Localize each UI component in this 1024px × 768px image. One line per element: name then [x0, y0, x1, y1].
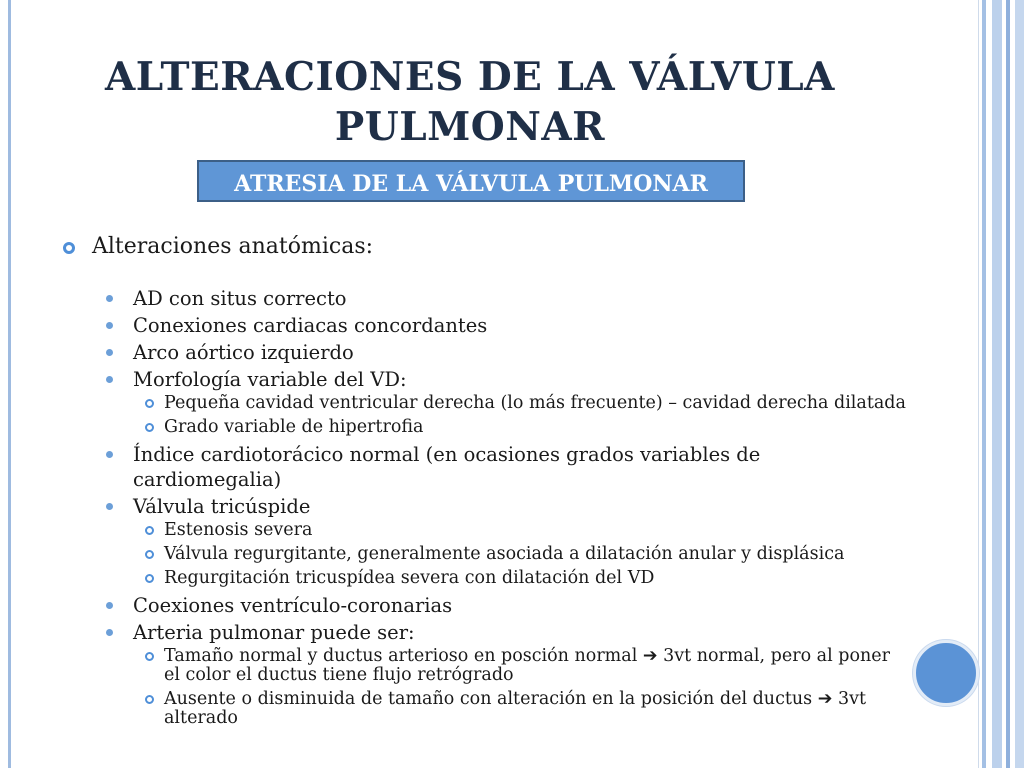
ring-bullet-icon — [145, 695, 154, 704]
left-border-line — [8, 0, 11, 768]
sub-list-item: Tamaño normal y ductus arterioso en posción normal ➔ 3vt normal, pero al poner el color el ductus tiene flujo retrógrado — [60, 647, 910, 685]
dot-bullet-icon — [106, 629, 113, 636]
right-arrow-icon: ➔ — [817, 689, 833, 709]
ring-bullet-icon — [63, 242, 75, 254]
list-item: Índice cardiotorácico normal (en ocasiones grados variables de cardiomegalia) — [60, 442, 910, 492]
dot-bullet-icon — [106, 602, 113, 609]
title-line-2: PULMONAR — [334, 104, 606, 150]
slide-content — [60, 232, 910, 733]
list-item: Morfología variable del VD: — [60, 367, 910, 392]
dot-bullet-icon — [106, 503, 113, 510]
list-item: Arteria pulmonar puede ser: — [60, 620, 910, 645]
dot-bullet-icon — [106, 349, 113, 356]
sub-list-item: Válvula regurgitante, generalmente asociada a dilatación anular y displásica — [60, 545, 910, 564]
dot-bullet-icon — [106, 376, 113, 383]
decorative-circle — [913, 640, 979, 706]
right-decorative-frame — [978, 0, 1024, 768]
slide-title — [40, 52, 900, 152]
ring-bullet-icon — [145, 550, 154, 559]
ring-bullet-icon — [145, 526, 154, 535]
list-item: Coexiones ventrículo-coronarias — [60, 593, 910, 618]
title-line-1: ALTERACIONES DE LA VÁLVULA — [105, 54, 835, 100]
dot-bullet-icon — [106, 451, 113, 458]
findings-list — [60, 286, 910, 728]
list-item: AD con situs correcto — [60, 286, 910, 311]
dot-bullet-icon — [106, 295, 113, 302]
sub-list-item: Regurgitación tricuspídea severa con dilatación del VD — [60, 569, 910, 588]
section-banner: ATRESIA DE LA VÁLVULA PULMONAR — [197, 160, 745, 202]
ring-bullet-icon — [145, 652, 154, 661]
heading-bullet — [60, 232, 910, 262]
list-item: Válvula tricúspide — [60, 494, 910, 519]
dot-bullet-icon — [106, 322, 113, 329]
sub-list-item: Estenosis severa — [60, 521, 910, 540]
list-item: Arco aórtico izquierdo — [60, 340, 910, 365]
ring-bullet-icon — [145, 423, 154, 432]
sub-list-item: Pequeña cavidad ventricular derecha (lo más frecuente) – cavidad derecha dilatada — [60, 394, 910, 413]
list-item: Conexiones cardiacas concordantes — [60, 313, 910, 338]
right-arrow-icon: ➔ — [642, 646, 658, 666]
sub-list-item: Grado variable de hipertrofia — [60, 418, 910, 437]
ring-bullet-icon — [145, 574, 154, 583]
heading-text: Alteraciones anatómicas: — [92, 234, 374, 259]
sub-list-item: Ausente o disminuida de tamaño con alteración en la posición del ductus ➔ 3vt alterado — [60, 690, 910, 728]
ring-bullet-icon — [145, 399, 154, 408]
